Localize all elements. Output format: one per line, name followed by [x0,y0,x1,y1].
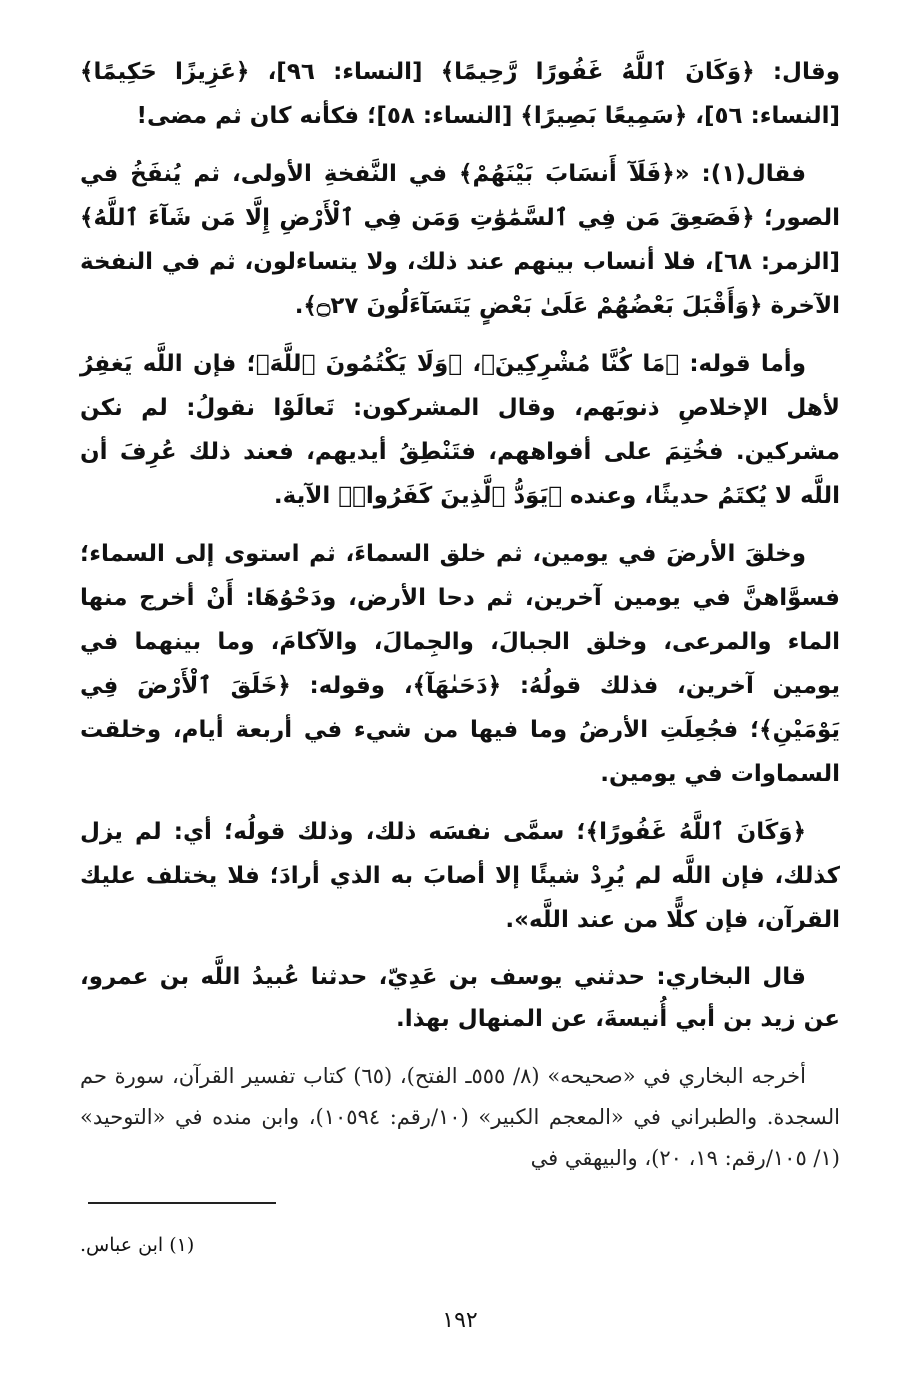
footnote [80,1230,840,1260]
page-number: ١٩٢ [442,1308,478,1333]
main-text [80,50,840,1179]
isnad-chain: قال البخاري: حدثني يوسف بن عَدِيّ، حدثنا عُبيدُ اللَّه بن عمرو، عن زيد بن أبي أُنيسةَ، عن المنهال بهذا. [80,964,840,1032]
paragraph-4: وخلقَ الأرضَ في يومين، ثم خلق السماءَ، ثم استوى إلى السماء؛ فسوَّاهنَّ في يومين آخرين، ثم دحا الأرض، ودَحْوُهَا: أَنْ أخرج منها الماء والمرعى، وخلق الجبالَ، والجِمالَ، والآكامَ، وما بينهما في يومين آخرين، فذلك قولُهُ: ﴿دَحَىٰهَآ﴾، وقوله: ﴿خَلَقَ ٱلْأَرْضَ فِي يَوْمَيْنِ﴾؛ فجُعِلَتِ الأرضُ وما فيها من شيء في أربعة أيام، وخلقت السماوات في يومين. [80,541,840,787]
takhrij-text: أخرجه البخاري في «صحيحه» (٨/ ٥٥٥ـ الفتح)، (٦٥) كتاب تفسير القرآن، سورة حم السجدة. والطبراني في «المعجم الكبير» (١٠/رقم: ١٠٥٩٤)، وابن منده في «التوحيد» (١/ ١٠٥/رقم: ١٩، ٢٠)، والبيهقي في [80,1064,840,1170]
footnote-divider [88,1202,276,1204]
footnote-text: (١) ابن عباس. [80,1234,195,1256]
paragraph-2: فقال(١): «﴿فَلَآ أَنسَابَ بَيْنَهُمْ﴾ في النَّفخةِ الأولى، ثم يُنفَخُ في الصور؛ ﴿فَصَعِقَ مَن فِي ٱلسَّمَٰوَٰتِ وَمَن فِي ٱلْأَرْضِ إِلَّا مَن شَآءَ ٱللَّهُ﴾ [الزمر: ٦٨]، فلا أنساب بينهم عند ذلك، ولا يتساءلون، ثم في النفخة الآخرة ﴿وَأَقْبَلَ بَعْضُهُمْ عَلَىٰ بَعْضٍ يَتَسَآءَلُونَ ۝٢٧﴾. [80,161,841,319]
paragraph-5: ﴿وَكَانَ ٱللَّهُ غَفُورًا﴾؛ سمَّى نفسَه ذلك، وذلك قولُه؛ أي: لم يزل كذلك، فإن اللَّه لم يُرِدْ شيئًا إلا أصابَ به الذي أرادَ؛ فلا يختلف عليك القرآن، فإن كلًّا من عند اللَّه». [80,819,840,933]
paragraph-3: وأما قوله: ﴿مَا كُنَّا مُشْرِكِينَ﴾، ﴿وَلَا يَكْتُمُونَ ٱللَّهَ﴾؛ فإن اللَّه يَغفِرُ لأهل الإخلاصِ ذنوبَهم، وقال المشركون: تَعالَوْا نقولُ: لم نكن مشركين. فخُتِمَ على أفواههم، فتَنْطِقُ أيديهم، فعند ذلك عُرِفَ أن اللَّه لا يُكتَمُ حديثًا، وعنده ﴿يَوَدُّ ٱلَّذِينَ كَفَرُوا۟﴾ الآية. [80,351,840,509]
paragraph-1: وقال: ﴿وَكَانَ ٱللَّهُ غَفُورًا رَّحِيمًا﴾ [النساء: ٩٦]، ﴿عَزِيزًا حَكِيمًا﴾ [النساء: ٥٦]، ﴿سَمِيعًا بَصِيرًا﴾ [النساء: ٥٨]؛ فكأنه كان ثم مضى! [80,59,840,129]
